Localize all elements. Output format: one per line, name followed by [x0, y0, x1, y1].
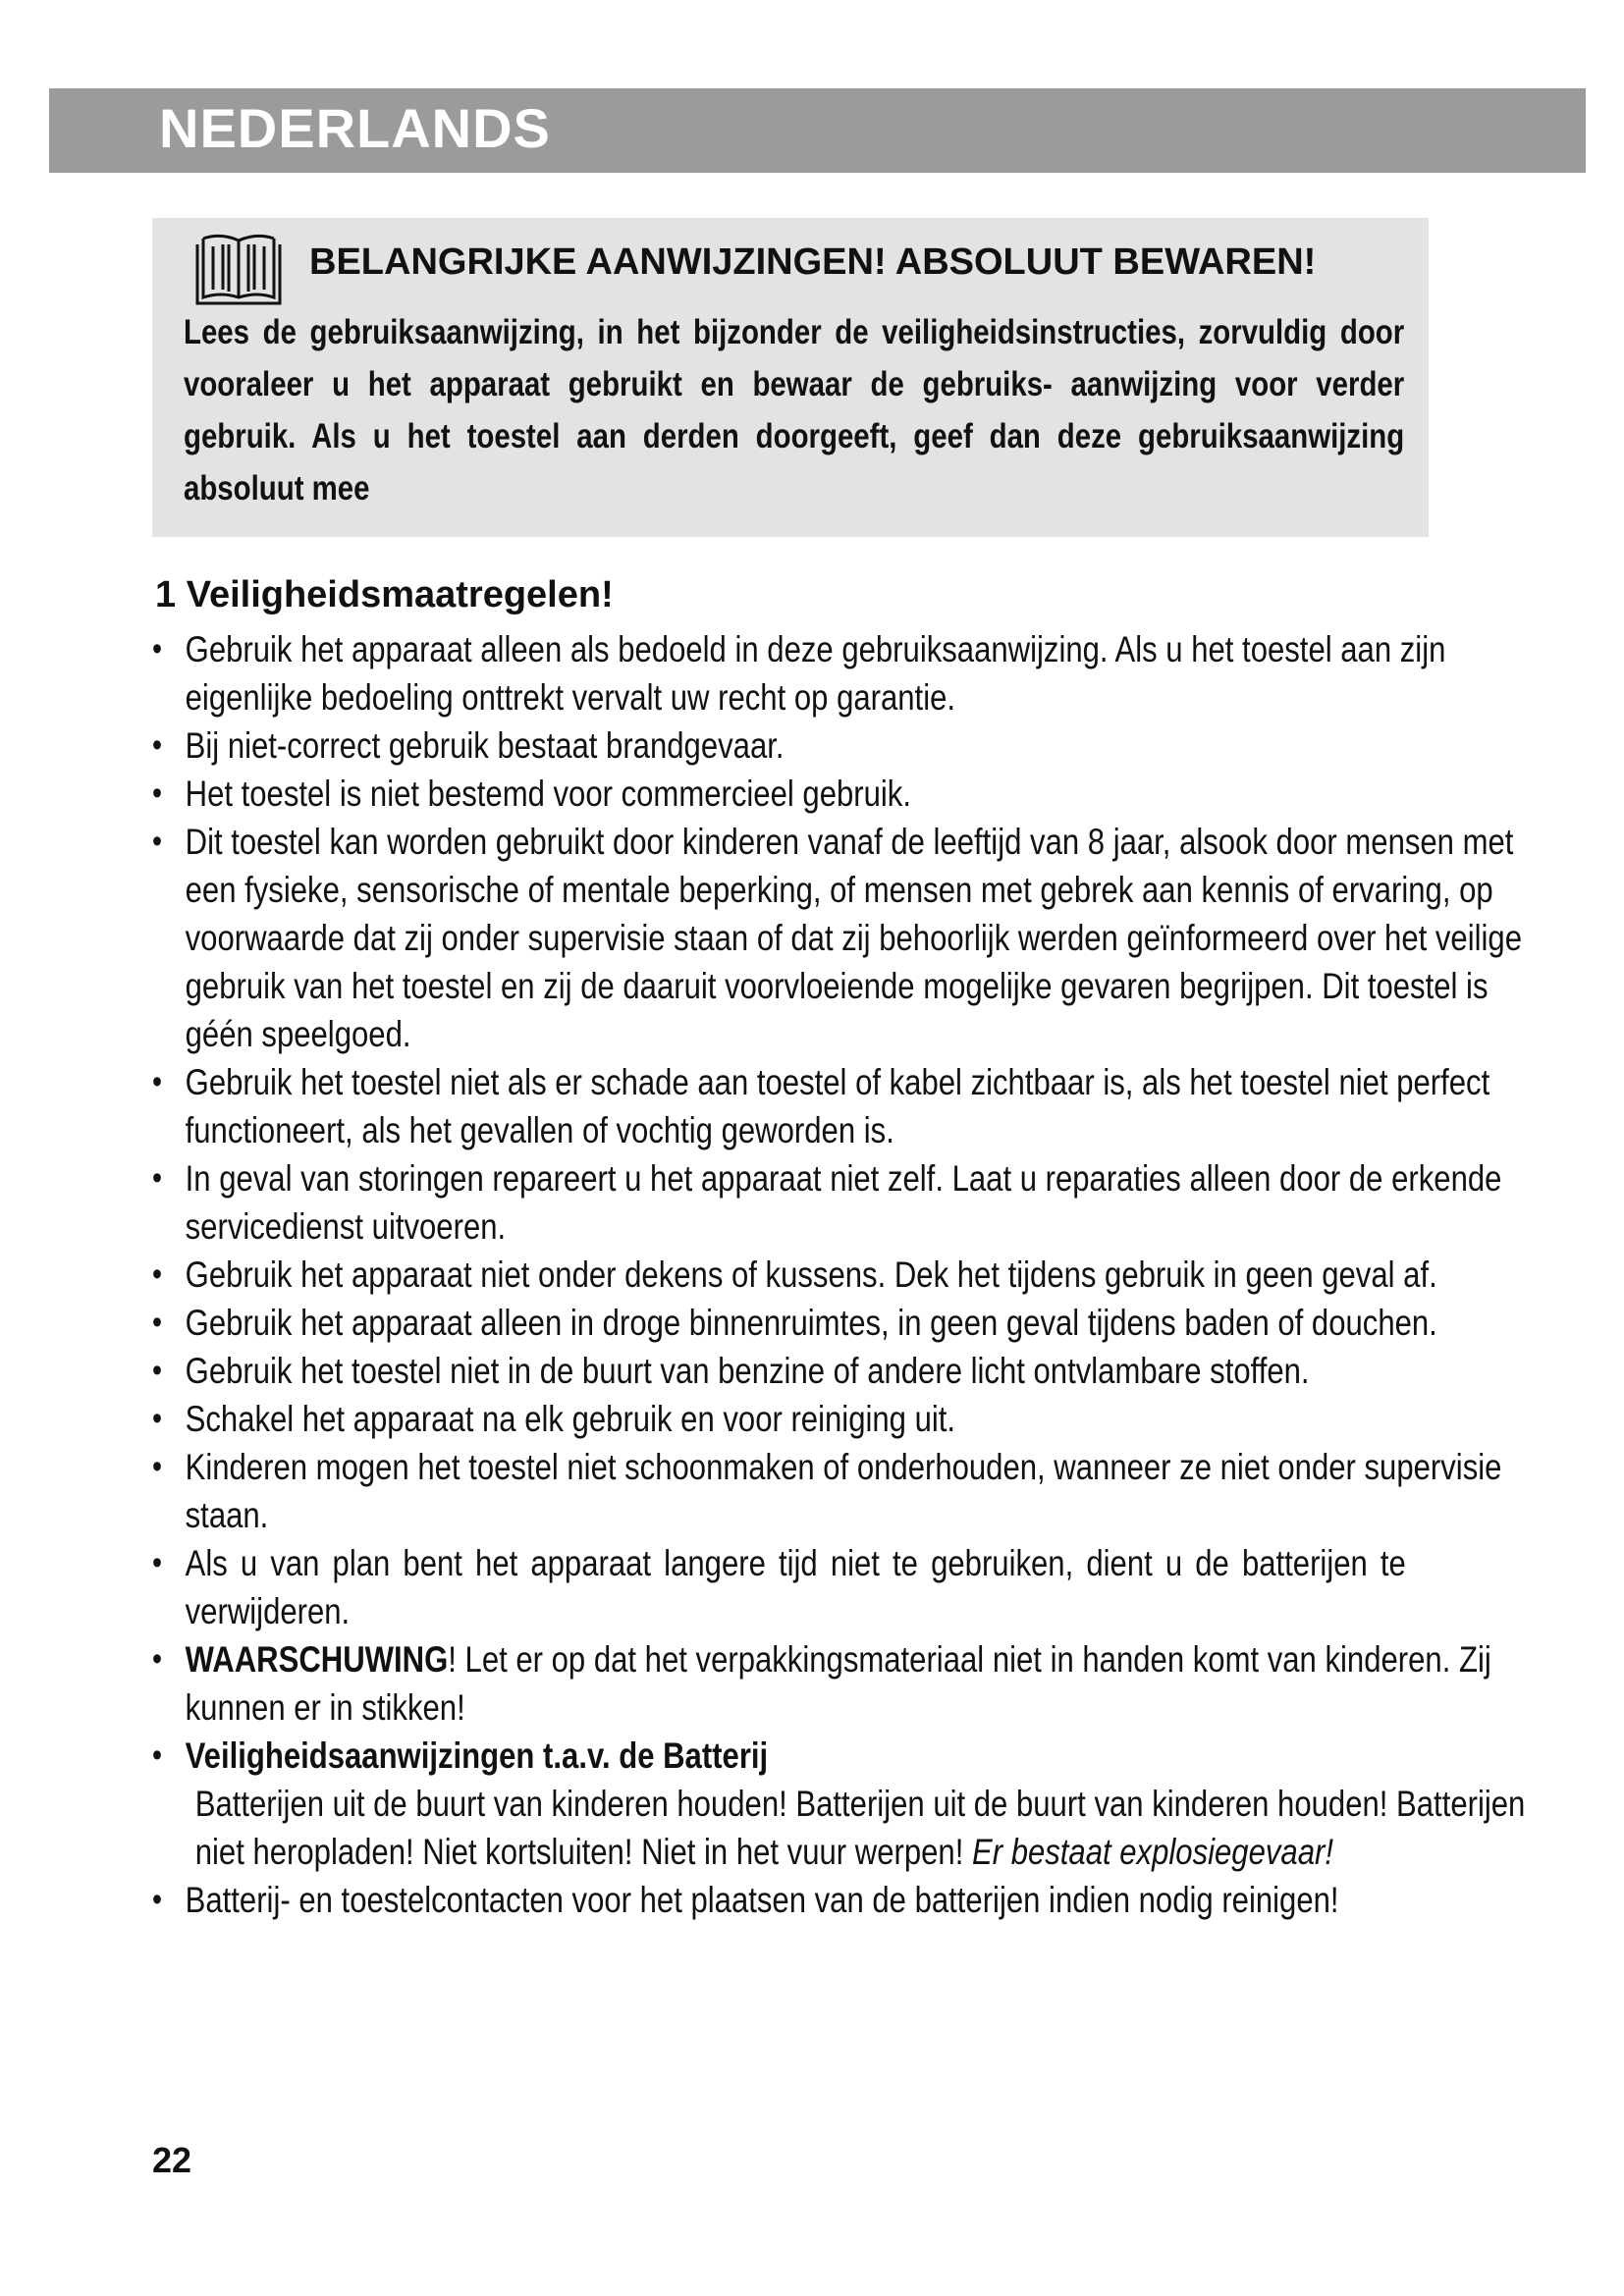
bullet-icon: •: [152, 630, 163, 667]
list-item: [147, 1154, 1549, 1251]
list-item: [147, 770, 1549, 818]
list-item: [147, 1732, 1549, 1876]
list-item: [147, 1443, 1549, 1539]
rule-text: Als u van plan bent het apparaat langere tijd niet te gebruiken, dient u de batterijen te verwijderen.: [185, 1543, 1406, 1631]
list-item: [147, 1635, 1549, 1732]
rule-text: Dit toestel kan worden gebruikt door kinderen vanaf de leeftijd van 8 jaar, alsook door mensen met een fysieke, sensorische of mentale beperking, of mensen met gebrek aan kennis of ervaring, op voorwaarde dat zij onder supervisie staan of dat zij behoorlijk werden geïnformeerd over het veilige gebruik van het toestel en zij de daaruit voorvloeiende mogelijke gevaren begrijpen. Dit toestel is géén speelgoed.: [185, 822, 1523, 1054]
list-item: [147, 721, 1549, 770]
bullet-icon: •: [152, 1304, 163, 1341]
bullet-icon: •: [152, 823, 163, 860]
rule-text: Gebruik het apparaat niet onder dekens of kussens. Dek het tijdens gebruik in geen geval af.: [185, 1255, 1437, 1295]
rule-text: In geval van storingen repareert u het apparaat niet zelf. Laat u reparaties alleen door de erkende servicedienst uitvoeren.: [185, 1158, 1502, 1247]
rule-text: Bij niet-correct gebruik bestaat brandgevaar.: [185, 725, 785, 766]
bullet-icon: •: [152, 1352, 163, 1389]
bullet-icon: •: [152, 1063, 163, 1100]
list-item: [147, 1058, 1549, 1154]
rule-text: Gebruik het apparaat alleen als bedoeld in deze gebruiksaanwijzing. Als u het toestel aan zijn eigenlijke bedoeling onttrekt vervalt uw recht op garantie.: [185, 629, 1446, 718]
rule-text: Het toestel is niet bestemd voor commercieel gebruik.: [185, 774, 911, 814]
rule-text: Batterij- en toestelcontacten voor het plaatsen van de batterijen indien nodig reinigen!: [185, 1880, 1339, 1920]
safety-rules-list: [147, 625, 1549, 1924]
language-header-bar: [49, 88, 1586, 173]
explosion-warning: Er bestaat explosiegevaar!: [971, 1832, 1333, 1872]
list-item: [147, 625, 1549, 721]
bullet-icon: •: [152, 1736, 163, 1774]
bullet-icon: •: [152, 1544, 163, 1581]
bullet-icon: •: [152, 1400, 163, 1437]
bullet-icon: •: [152, 774, 163, 812]
bullet-icon: •: [152, 1881, 163, 1918]
notice-heading: BELANGRIJKE AANWIJZINGEN! ABSOLUUT BEWAREN!: [309, 241, 1317, 283]
language-title: NEDERLANDS: [159, 97, 551, 159]
important-notice-box: [152, 218, 1429, 537]
bullet-icon: •: [152, 1159, 163, 1197]
list-item: [147, 818, 1549, 1058]
notice-text: Lees de gebruiksaanwijzing, in het bijzonder de veiligheidsinstructies, zorvuldig door vooraleer u het apparaat gebruikt en bewaar de gebruiks- aanwijzing voor verder gebruik. Als u het toestel aan derden doorgeeft, geef dan deze gebruiksaanwijzing absoluut mee: [184, 313, 1405, 507]
list-item: [147, 1539, 1406, 1635]
bullet-icon: •: [152, 726, 163, 764]
rule-text: ! Let er op dat het verpakkingsmateriaal niet in handen komt van kinderen. Zij kunnen er in stikken!: [185, 1639, 1491, 1728]
list-item: [147, 1876, 1406, 1924]
list-item: [147, 1299, 1549, 1347]
bullet-icon: •: [152, 1255, 163, 1293]
list-item: [147, 1395, 1549, 1443]
open-book-icon: [189, 233, 288, 311]
rule-text: Schakel het apparaat na elk gebruik en voor reiniging uit.: [185, 1399, 956, 1439]
page-number: 22: [152, 2140, 192, 2180]
rule-text: Gebruik het toestel niet in de buurt van benzine of andere licht ontvlambare stoffen.: [185, 1351, 1310, 1391]
list-item: [147, 1251, 1549, 1299]
rule-text: Gebruik het apparaat alleen in droge binnenruimtes, in geen geval tijdens baden of douchen.: [185, 1303, 1437, 1343]
battery-safety-text-block: [186, 1780, 1549, 1876]
rule-text: Gebruik het toestel niet als er schade aan toestel of kabel zichtbaar is, als het toestel niet perfect functioneert, als het gevallen of vochtig geworden is.: [185, 1062, 1490, 1150]
rule-text: Batterijen uit de buurt van kinderen houden! Batterijen uit de buurt van kinderen houden! Batterijen niet heropladen! Niet kortsluiten! Niet in het vuur werpen!: [194, 1784, 1526, 1872]
bullet-icon: •: [152, 1640, 163, 1678]
list-item: [147, 1347, 1549, 1395]
rule-text: Kinderen mogen het toestel niet schoonmaken of onderhouden, wanneer ze niet onder supervisie staan.: [185, 1447, 1502, 1535]
bullet-icon: •: [152, 1448, 163, 1485]
battery-safety-heading: Veiligheidsaanwijzingen t.a.v. de Batterij: [185, 1735, 769, 1776]
warning-label: WAARSCHUWING: [185, 1639, 449, 1680]
section-title: 1 Veiligheidsmaatregelen!: [155, 574, 614, 615]
